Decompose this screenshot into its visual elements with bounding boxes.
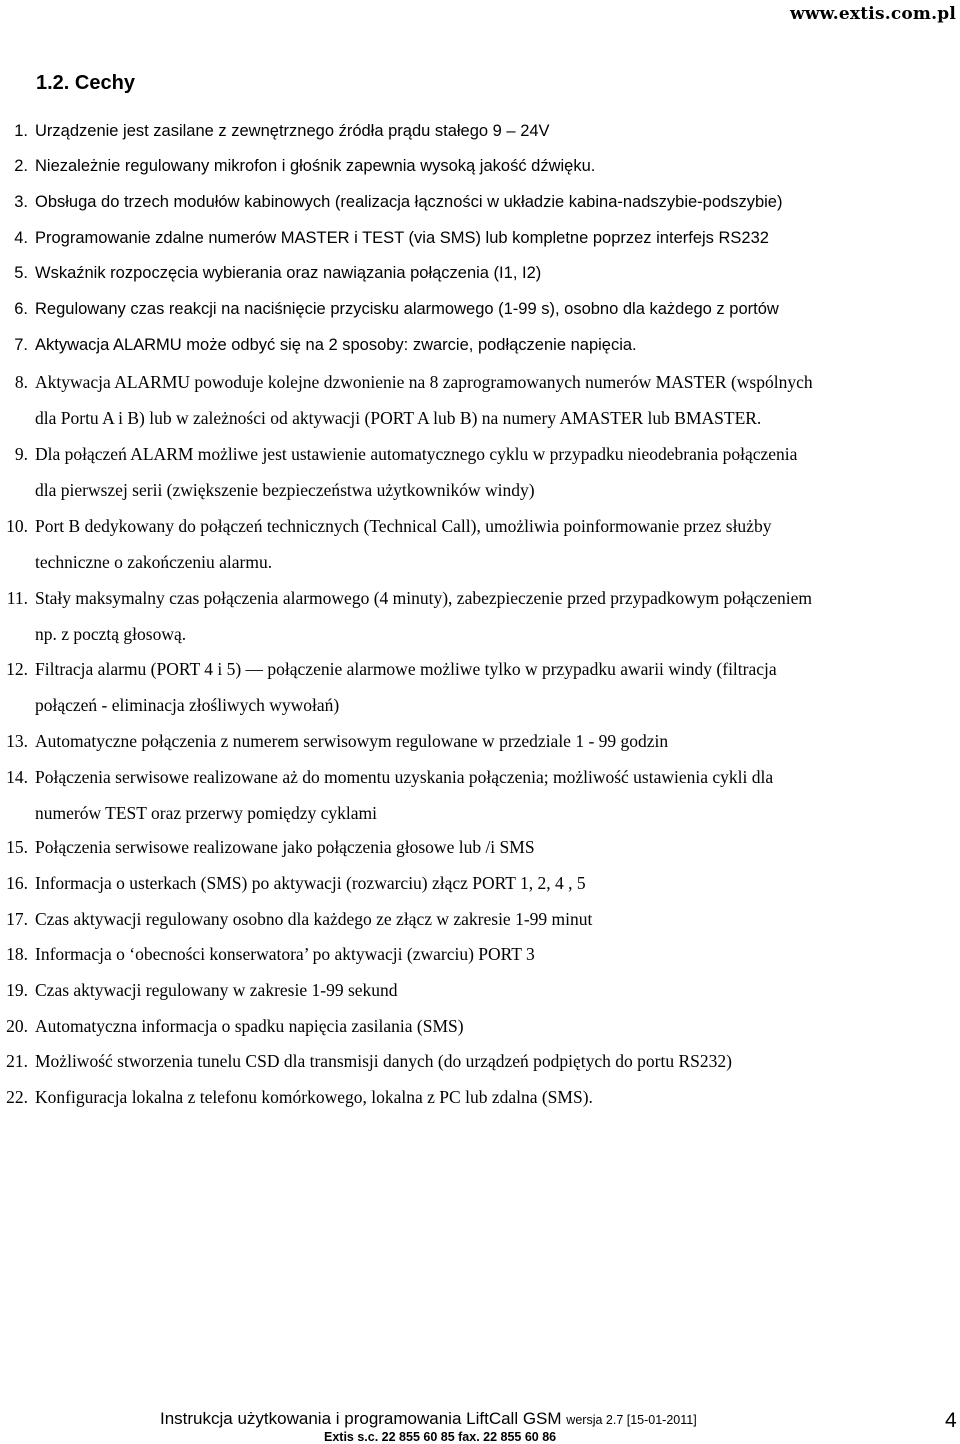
- list-item-text: Niezależnie regulowany mikrofon i głośnik zapewnia wysoką jakość dźwięku.: [35, 157, 596, 175]
- list-item-text: Informacja o ‘obecności konserwatora’ po aktywacji (zwarciu) PORT 3: [35, 944, 535, 964]
- list-item-text: dla Portu A i B) lub w zależności od aktywacji (PORT A lub B) na numery AMASTER lub BMASTER.: [35, 408, 762, 428]
- list-item-number: 5.: [14, 264, 28, 282]
- list-item-text: Informacja o usterkach (SMS) po aktywacji (rozwarciu) złącz PORT 1, 2, 4 , 5: [35, 873, 586, 893]
- list-item-text: Port B dedykowany do połączeń technicznych (Technical Call), umożliwia poinformowanie przez służby: [35, 516, 772, 536]
- list-item-text: Konfiguracja lokalna z telefonu komórkowego, lokalna z PC lub zdalna (SMS).: [35, 1087, 593, 1107]
- page-number: 4: [945, 1409, 957, 1432]
- list-item-number: 4.: [14, 229, 28, 247]
- list-item-number: 22.: [6, 1087, 28, 1107]
- list-item-number: 9.: [14, 444, 28, 464]
- list-item-text: Czas aktywacji regulowany w zakresie 1-99 sekund: [35, 980, 398, 1000]
- list-item-number: 19.: [6, 980, 28, 1000]
- list-item-number: 1.: [14, 122, 28, 140]
- list-item-number: 16.: [6, 873, 28, 893]
- list-item-text: numerów TEST oraz przerwy pomiędzy cyklami: [35, 803, 377, 823]
- list-item-number: 12.: [6, 659, 28, 679]
- list-item-number: 6.: [14, 300, 28, 318]
- list-item-text: Urządzenie jest zasilane z zewnętrznego źródła prądu stałego 9 – 24V: [35, 122, 550, 140]
- list-item-number: 10.: [6, 516, 28, 536]
- list-item-text: Aktywacja ALARMU powoduje kolejne dzwonienie na 8 zaprogramowanych numerów MASTER (wspólnych: [35, 372, 813, 392]
- list-item-number: 15.: [6, 837, 28, 857]
- section-title: 1.2. Cechy: [36, 72, 135, 94]
- list-item-text: Regulowany czas reakcji na naciśnięcie przycisku alarmowego (1-99 s), osobno dla każdego z portów: [35, 300, 779, 318]
- list-item-text: Dla połączeń ALARM możliwe jest ustawienie automatycznego cyklu w przypadku nieodebrania połączenia: [35, 444, 798, 464]
- footer-contact: Extis s.c. 22 855 60 85 fax. 22 855 60 86: [324, 1430, 557, 1444]
- list-item-text: Czas aktywacji regulowany osobno dla każdego ze złącz w zakresie 1-99 minut: [35, 909, 593, 929]
- list-item-text: np. z pocztą głosową.: [35, 624, 187, 644]
- footer-version: wersja 2.7 [15-01-2011]: [566, 1413, 697, 1427]
- list-item-text: połączeń - eliminacja złośliwych wywołań): [35, 695, 340, 715]
- list-item-number: 7.: [14, 336, 28, 354]
- site-url: www.extis.com.pl: [789, 4, 956, 24]
- list-item-text: dla pierwszej serii (zwiększenie bezpieczeństwa użytkowników windy): [35, 480, 535, 500]
- list-item-number: 20.: [6, 1016, 28, 1036]
- list-item-number: 11.: [6, 588, 28, 608]
- list-item-number: 13.: [6, 731, 28, 751]
- list-item-text: Stały maksymalny czas połączenia alarmowego (4 minuty), zabezpieczenie przed przypadkowym połączeniem: [35, 588, 812, 608]
- list-item-text: Filtracja alarmu (PORT 4 i 5) — połączenie alarmowe możliwe tylko w przypadku awarii windy (filtracja: [35, 659, 777, 679]
- list-item-number: 21.: [6, 1051, 28, 1071]
- list-item-text: Aktywacja ALARMU może odbyć się na 2 sposoby: zwarcie, podłączenie napięcia.: [35, 336, 637, 354]
- list-item-text: Automatyczna informacja o spadku napięcia zasilania (SMS): [35, 1016, 464, 1036]
- footer-title: Instrukcja użytkowania i programowania LiftCall GSM: [160, 1409, 562, 1428]
- list-item-text: Obsługa do trzech modułów kabinowych (realizacja łączności w układzie kabina-nadszybie-podszybie): [35, 193, 783, 211]
- list-item-number: 3.: [14, 193, 28, 211]
- list-item-text: Połączenia serwisowe realizowane jako połączenia głosowe lub /i SMS: [35, 837, 535, 857]
- list-item-number: 18.: [6, 944, 28, 964]
- list-item-text: Programowanie zdalne numerów MASTER i TEST (via SMS) lub kompletne poprzez interfejs RS232: [35, 229, 769, 247]
- footer-title-line: [160, 1409, 697, 1429]
- list-item-number: 14.: [6, 767, 28, 787]
- list-item-text: Automatyczne połączenia z numerem serwisowym regulowane w przedziale 1 - 99 godzin: [35, 731, 669, 751]
- list-item-number: 8.: [14, 372, 28, 392]
- list-item-text: Połączenia serwisowe realizowane aż do momentu uzyskania połączenia; możliwość ustawienia cykli dla: [35, 767, 774, 787]
- list-item-text: Możliwość stworzenia tunelu CSD dla transmisji danych (do urządzeń podpiętych do portu RS232): [35, 1051, 732, 1071]
- list-item-text: techniczne o zakończeniu alarmu.: [35, 552, 273, 572]
- list-item-text: Wskaźnik rozpoczęcia wybierania oraz nawiązania połączenia (I1, I2): [35, 264, 542, 282]
- list-item-number: 17.: [6, 909, 28, 929]
- list-item-number: 2.: [14, 157, 28, 175]
